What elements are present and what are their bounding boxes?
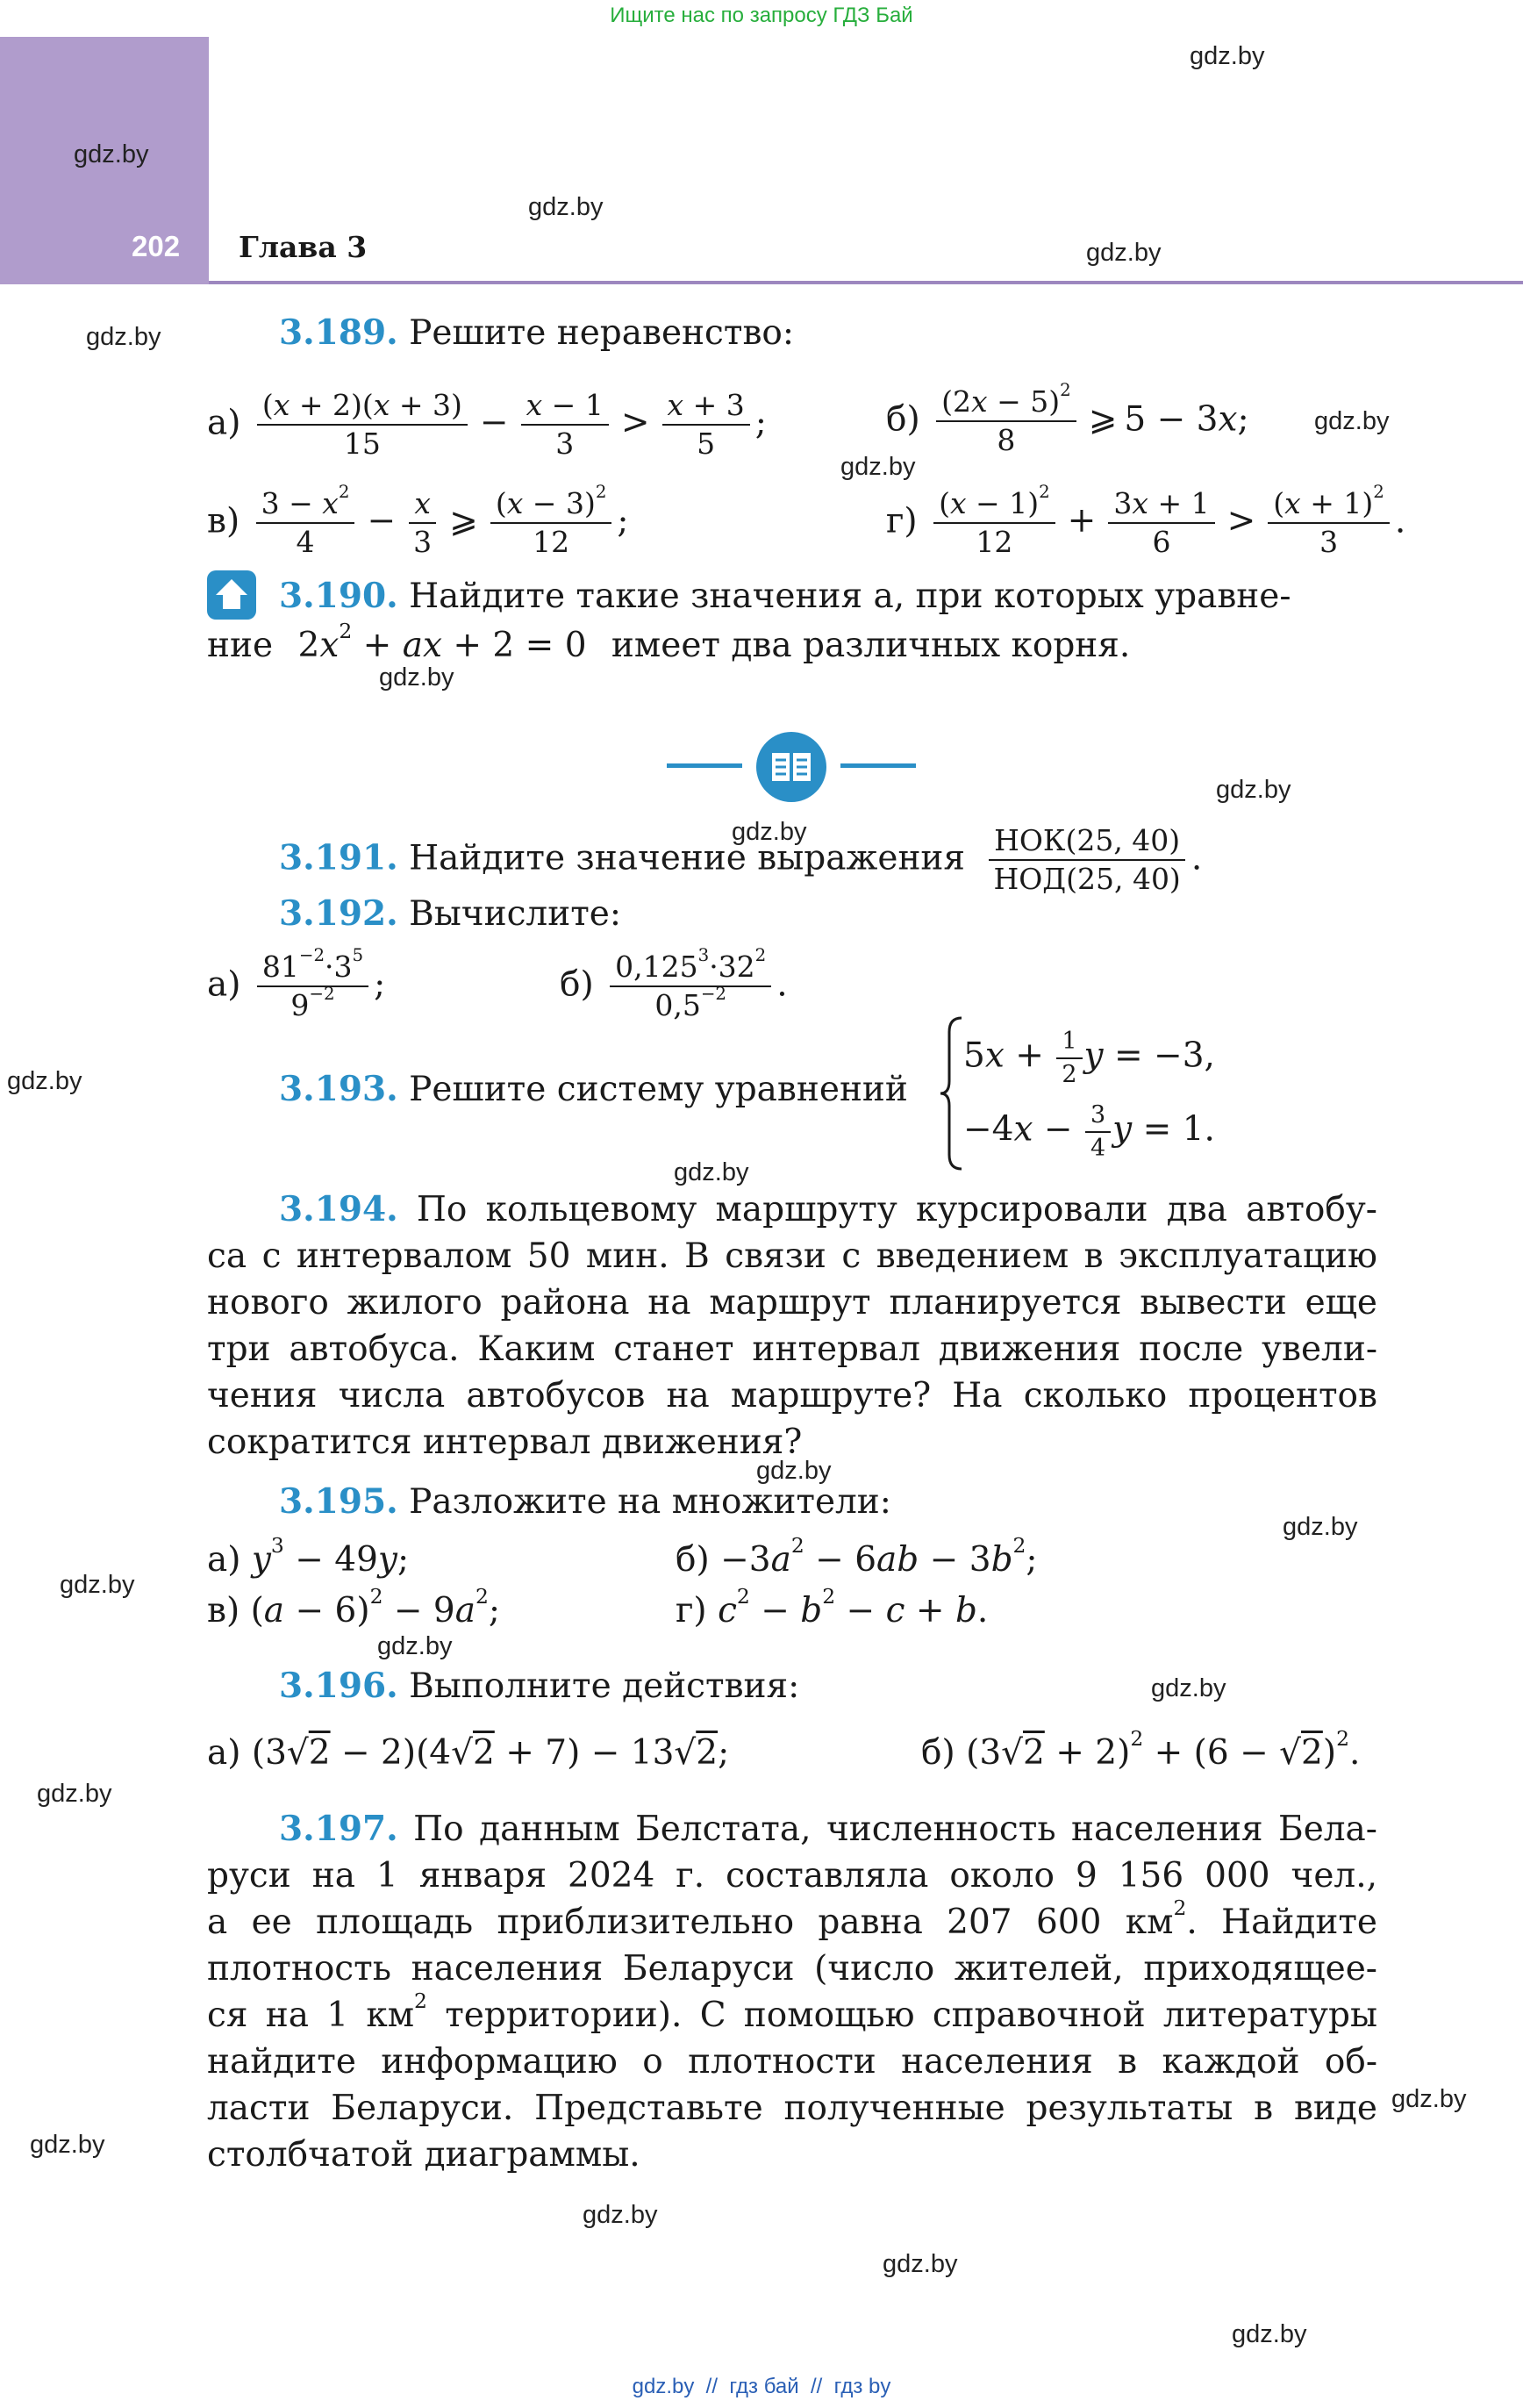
- problem-title: Разложите на множители:: [409, 1482, 891, 1522]
- problem-3-195-b: $б) -3a^2 - 6ab - 3b^2$;: [676, 1532, 1038, 1580]
- fraction-denominator: НОД(25, 40): [993, 862, 1181, 897]
- watermark: gdz.by: [1391, 2085, 1467, 2113]
- text-line: три автобуса. Каким станет интервал движения после увели-: [207, 1329, 1377, 1369]
- problem-3-195-g: г) $c^2 - b^2 - c + b$.: [676, 1583, 989, 1630]
- watermark: gdz.by: [1232, 2320, 1307, 2348]
- problem-3-195-heading: [279, 1481, 891, 1522]
- problem-3-189-g: г) $\frac{(x - 1)^2}{12}$ + $\frac{3x + 1}{6}$ > $\frac{(x + 1)^2}{3}$ .: [886, 482, 1406, 560]
- problem-text: имеет два различных корня.: [611, 626, 1131, 665]
- watermark: gdz.by: [60, 1571, 135, 1599]
- item-label: б): [560, 964, 594, 1005]
- watermark: gdz.by: [37, 1780, 112, 1808]
- text-line: са с интервалом 50 мин. В связи с введением в эксплуатацию: [207, 1236, 1377, 1276]
- watermark: gdz.by: [1314, 407, 1390, 435]
- item-label: а): [207, 403, 241, 443]
- problem-3-196-heading: [279, 1666, 800, 1706]
- watermark: gdz.by: [583, 2201, 658, 2229]
- watermark: gdz.by: [1283, 1513, 1358, 1541]
- text-line: нового жилого района на маршрут планируется вывести еще: [207, 1283, 1377, 1322]
- problem-3-196-a: а) (3√2 − 2)(4√2 + 7) − 13√2;: [207, 1733, 730, 1773]
- problem-3-195-v: в) $(a - 6)^2 - 9a^2$;: [207, 1583, 501, 1630]
- problem-3-189-b: б) $\frac{(2x - 5)^2}{8}$ ⩾ 5 − 3x;: [886, 380, 1249, 458]
- system-brace: [939, 1014, 965, 1172]
- watermark: gdz.by: [1151, 1674, 1226, 1702]
- watermark: gdz.by: [7, 1067, 82, 1095]
- item-label: г): [886, 501, 918, 541]
- divider-left: [667, 763, 742, 768]
- text-line: ласти Беларуси. Представьте полученные результаты в виде: [207, 2089, 1377, 2128]
- problem-title: Вычислите:: [409, 894, 621, 934]
- item-label: а): [207, 964, 241, 1005]
- problem-title: Решите систему уравнений: [409, 1070, 908, 1109]
- problem-number: 3.193.: [279, 1069, 398, 1109]
- problem-title: Решите неравенство:: [409, 313, 795, 353]
- watermark: gdz.by: [528, 193, 604, 221]
- text-line: плотность населения Беларуси (число жителей, приходящее-: [207, 1949, 1377, 1989]
- problem-number: 3.189.: [279, 312, 398, 353]
- problem-text: . Найдите: [1186, 1903, 1377, 1942]
- item-label: в): [207, 501, 240, 541]
- open-book-icon: [756, 732, 826, 802]
- problem-3-189-a: а) $\frac{(x + 2)(x + 3)}{15}$ − $\frac{x - 1}{3}$ > $\frac{x + 3}{5}$ ;: [207, 388, 767, 462]
- watermark: gdz.by: [674, 1158, 749, 1186]
- text-line: чения числа автобусов на маршруте? На сколько процентов: [207, 1376, 1377, 1415]
- problem-3-192-a: а) $\frac{81^{-2}\cdot 3^5}{9^{-2}}$ ;: [207, 945, 386, 1023]
- problem-text: Найдите такие значения a, при которых уравне-: [409, 577, 1291, 616]
- problem-number: 3.190.: [279, 576, 398, 616]
- top-banner[interactable]: Ищите нас по запросу ГДЗ Бай: [610, 4, 913, 27]
- watermark: gdz.by: [1190, 42, 1265, 70]
- system-equation-2: −4x − $\frac{3}{4}$ y = 1.: [963, 1101, 1215, 1162]
- text-line: а ее площадь приблизительно равна 207 600 $км^2$. Найдите: [207, 1895, 1377, 1942]
- chapter-title: Глава 3: [239, 230, 368, 264]
- header-rule: [209, 281, 1523, 284]
- text-line: ся на 1 $км^2$ территории). С помощью справочной литературы: [207, 1988, 1378, 2035]
- watermark: gdz.by: [732, 818, 807, 846]
- problem-text: Найдите значение выражения: [409, 838, 966, 878]
- watermark: gdz.by: [883, 2250, 958, 2278]
- text-line: столбчатой диаграммы.: [207, 2135, 640, 2175]
- text-line: руси на 1 января 2024 г. составляла около 9 156 000 чел.,: [207, 1856, 1377, 1896]
- problem-text: По кольцевому маршруту курсировали два автобу-: [416, 1190, 1377, 1229]
- problem-3-190-line2: ние $2x^2$ + ax + 2 = 0 имеет два различных корня.: [207, 618, 1131, 665]
- watermark: gdz.by: [1216, 776, 1291, 804]
- watermark: gdz.by: [86, 323, 161, 351]
- problem-3-192-b: б) $\frac{0,125^3\cdot 32^2}{0,5^{-2}}$ .: [560, 945, 788, 1023]
- problem-title: Выполните действия:: [409, 1666, 800, 1706]
- problem-3-192-heading: [279, 893, 621, 934]
- problem-number: 3.191.: [279, 837, 398, 878]
- problem-3-193-heading: [279, 1069, 908, 1109]
- problem-number: 3.192.: [279, 893, 398, 934]
- watermark: gdz.by: [30, 2131, 105, 2159]
- problem-text: По данным Белстата, численность населения Бела-: [413, 1810, 1377, 1849]
- text-line: сократится интервал движения?: [207, 1423, 803, 1462]
- problem-text: а ее площадь приблизительно равна 207 600 км: [207, 1903, 1174, 1942]
- item-label: в): [207, 1591, 240, 1630]
- watermark: gdz.by: [756, 1457, 832, 1485]
- system-equation-1: 5x + $\frac{1}{2}$ y = −3,: [963, 1028, 1215, 1088]
- watermark: gdz.by: [379, 663, 454, 692]
- problem-number: 3.196.: [279, 1666, 398, 1706]
- footer-links[interactable]: gdz.by // гдз бай // гдз by: [632, 2375, 891, 2398]
- problem-3-191: 3.191. Найдите значение выражения $\frac{\text{НОК(25, 40)}}{\text{НОД(25, 40)}}$ .: [279, 823, 1203, 897]
- problem-text: территории). С помощью справочной литературы: [426, 1996, 1378, 2035]
- item-label: г): [676, 1591, 707, 1630]
- fraction-numerator: НОК(25, 40): [989, 825, 1185, 861]
- problem-3-196-b: б) $(3√2 + 2)^2 + (6 - √2)^2$.: [921, 1725, 1361, 1773]
- item-label: а): [207, 1540, 241, 1580]
- item-label: б): [921, 1733, 955, 1773]
- problem-number: 3.197.: [279, 1809, 398, 1849]
- problem-number: 3.195.: [279, 1481, 398, 1522]
- text-line: [207, 1806, 1377, 1853]
- problem-text: ние: [207, 626, 274, 665]
- problem-text: ся на 1 км: [207, 1996, 415, 2035]
- item-label: а): [207, 1733, 241, 1773]
- watermark: gdz.by: [840, 453, 916, 481]
- item-label: б): [676, 1540, 710, 1580]
- watermark: gdz.by: [377, 1632, 453, 1660]
- item-label: б): [886, 399, 920, 440]
- watermark: gdz.by: [1086, 239, 1162, 267]
- watermark: gdz.by: [74, 140, 149, 168]
- page-number: 202: [132, 230, 181, 262]
- problem-number: 3.194.: [279, 1189, 398, 1229]
- problem-3-194: [207, 1186, 1377, 1466]
- house-icon: [207, 570, 256, 620]
- divider-right: [840, 763, 916, 768]
- problem-3-190-line1: [279, 576, 1291, 616]
- problem-3-189-v: в) $\frac{3 - x^2}{4}$ − $\frac{x}{3}$ ⩾ $\frac{(x - 3)^2}{12}$ ;: [207, 482, 629, 560]
- text-line: найдите информацию о плотности населения в каждой об-: [207, 2042, 1377, 2082]
- problem-3-189-heading: [279, 312, 795, 353]
- problem-3-197: [207, 1806, 1377, 2178]
- problem-3-195-a: а) $y^3 - 49y$;: [207, 1532, 410, 1580]
- text-line: [207, 1186, 1377, 1233]
